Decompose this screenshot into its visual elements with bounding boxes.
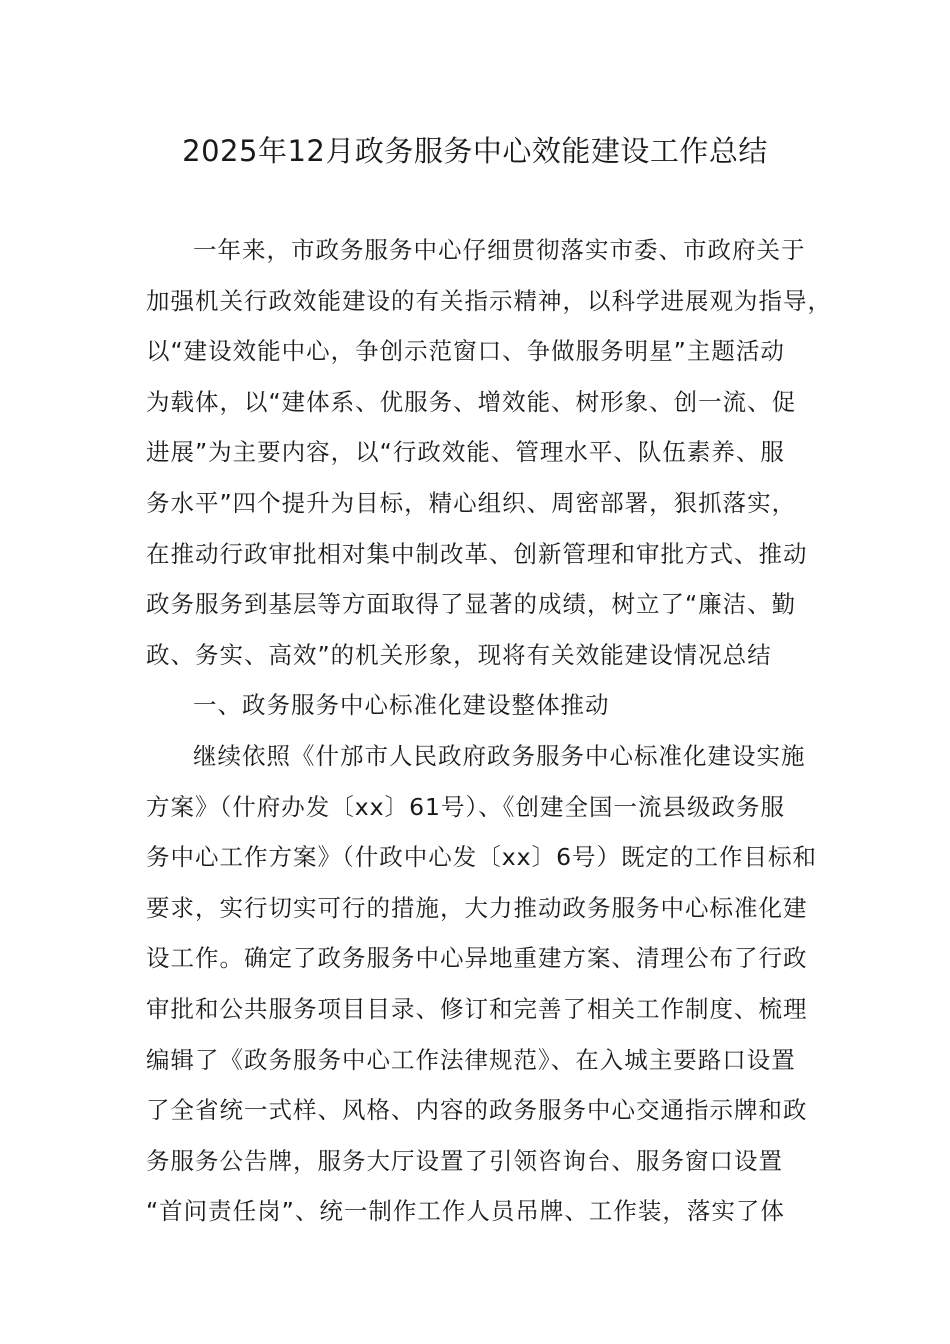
document-body	[146, 225, 832, 1237]
paragraph-line: 一年来，市政务服务中心仔细贯彻落实市委、市政府关于	[193, 236, 806, 264]
paragraph-line: 设工作。确定了政务服务中心异地重建方案、清理公布了行政	[146, 944, 808, 973]
paragraph-line: 审批和公共服务项目目录、修订和完善了相关工作制度、梳理	[146, 994, 808, 1023]
paragraph-line: 政、务实、高效”的机关形象，现将有关效能建设情况总结	[146, 640, 772, 669]
paragraph-line: 了全省统一式样、风格、内容的政务服务中心交通指示牌和政	[146, 1096, 808, 1125]
paragraph-line: 政务服务到基层等方面取得了显著的成绩，树立了“廉洁、勤	[146, 590, 797, 619]
paragraph-line: 为载体，以“建体系、优服务、增效能、树形象、创一流、促	[146, 387, 797, 416]
paragraph-line: “首问责任岗”、统一制作工作人员吊牌、工作装，落实了体	[146, 1197, 785, 1226]
paragraph-line: 务服务公告牌，服务大厅设置了引领咨询台、服务窗口设置	[146, 1146, 783, 1175]
paragraph-line: 方案》（什府办发〔xx〕61号）、《创建全国一流县级政务服	[146, 792, 785, 821]
section-heading: 一、政务服务中心标准化建设整体推动	[193, 691, 610, 720]
paragraph-line: 编辑了《政务服务中心工作法律规范》、在入城主要路口设置	[146, 1045, 796, 1074]
paragraph-line: 务中心工作方案》（什政中心发〔xx〕6号）既定的工作目标和	[146, 843, 818, 872]
paragraph-line: 继续依照《什邡市人民政府政务服务中心标准化建设实施	[193, 741, 806, 770]
paragraph-line: 务水平”四个提升为目标，精心组织、周密部署，狠抓落实，	[146, 488, 797, 517]
paragraph-line: 加强机关行政效能建设的有关指示精神，以科学进展观为指导，	[146, 286, 832, 315]
paragraph-line: 在推动行政审批相对集中制改革、创新管理和审批方式、推动	[146, 539, 808, 568]
paragraph-line: 以“建设效能中心，争创示范窗口、争做服务明星”主题活动	[146, 337, 785, 366]
paragraph-line: 要求，实行切实可行的措施，大力推动政务服务中心标准化建	[146, 893, 808, 922]
document-title: 2025年12月政务服务中心效能建设工作总结	[182, 134, 768, 168]
paragraph-line: 进展”为主要内容，以“行政效能、管理水平、队伍素养、服	[146, 438, 785, 467]
